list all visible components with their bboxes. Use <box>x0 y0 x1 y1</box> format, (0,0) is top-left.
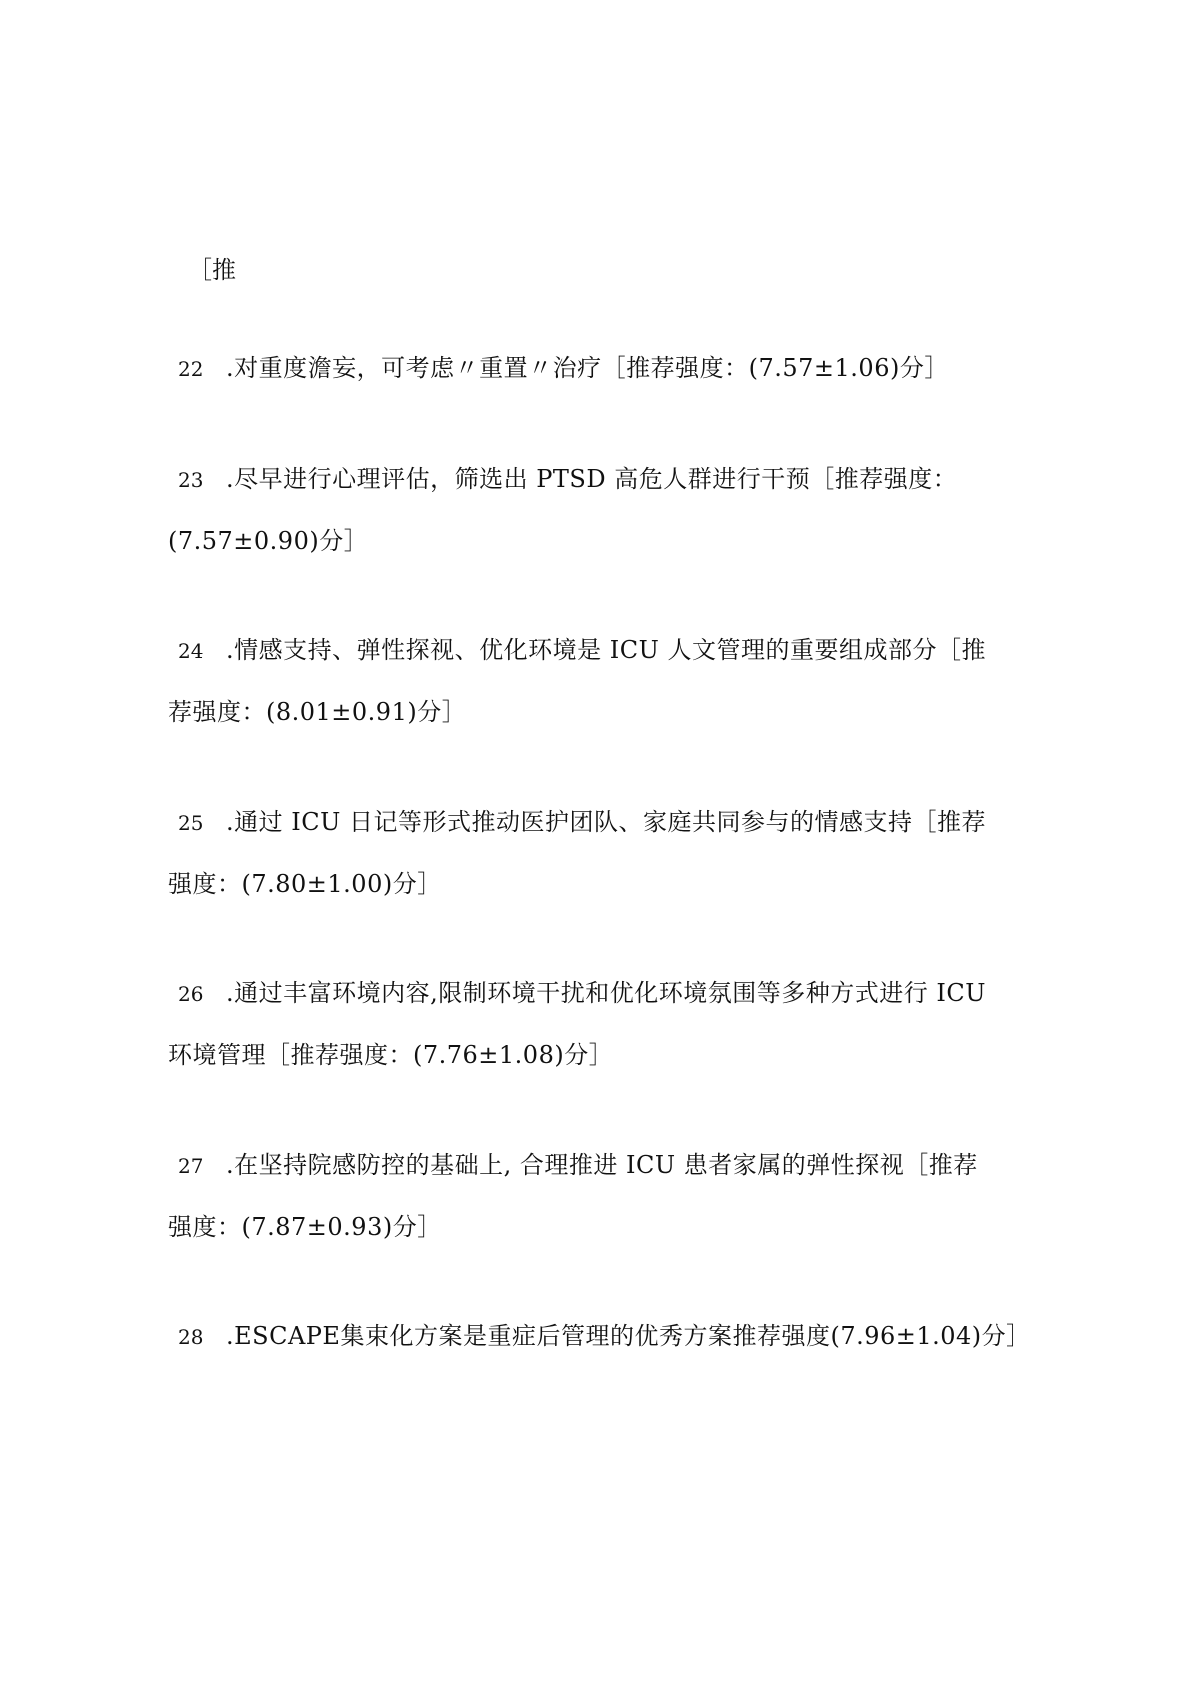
item-number: 28 <box>178 1325 204 1349</box>
item-line <box>178 806 1028 846</box>
item-number: 27 <box>178 1154 204 1178</box>
item-line-continued <box>168 696 1028 736</box>
item-text-continued: 强度：(7.80±1.00)分］ <box>168 870 442 898</box>
list-item-25 <box>168 806 1028 908</box>
list-item-26 <box>168 977 1028 1079</box>
item-number: 22 <box>178 357 204 381</box>
item-number: 24 <box>178 639 204 663</box>
item-line <box>178 977 1028 1017</box>
item-text-continued: (7.57±0.90)分］ <box>168 527 369 555</box>
item-text: .通过 ICU 日记等形式推动医护团队、家庭共同参与的情感支持［推荐 <box>226 808 986 836</box>
list-item-23 <box>168 463 1028 565</box>
item-text-continued: 环境管理［推荐强度：(7.76±1.08)分］ <box>168 1041 614 1069</box>
item-line-continued <box>168 868 1028 908</box>
item-number: 23 <box>178 468 204 492</box>
item-text-continued: 强度：(7.87±0.93)分］ <box>168 1213 442 1241</box>
item-text: .通过丰富环境内容,限制环境干扰和优化环境氛围等多种方式进行 ICU <box>226 979 986 1007</box>
item-text: .情感支持、弹性探视、优化环境是 ICU 人文管理的重要组成部分［推 <box>226 636 986 664</box>
list-item-22 <box>178 352 1028 392</box>
item-line <box>178 1149 1028 1189</box>
item-number: 26 <box>178 982 204 1006</box>
item-line <box>178 1320 1031 1360</box>
item-text: .对重度澹妄，可考虑〃重置〃治疗［推荐强度：(7.57±1.06)分］ <box>226 354 949 382</box>
list-item-24 <box>168 634 1028 736</box>
item-text: .在坚持院感防控的基础上, 合理推进 ICU 患者家属的弹性探视［推荐 <box>226 1151 978 1179</box>
text-fragment: ［推 <box>188 256 236 284</box>
item-text-continued: 荐强度：(8.01±0.91)分］ <box>168 698 467 726</box>
item-line <box>178 352 1028 392</box>
item-number: 25 <box>178 811 204 835</box>
item-text: .ESCAPE集束化方案是重症后管理的优秀方案推荐强度(7.96±1.04)分］ <box>226 1322 1031 1350</box>
list-item-27 <box>168 1149 1028 1251</box>
item-line <box>178 463 1028 503</box>
item-text: .尽早进行心理评估，筛选出 PTSD 高危人群进行干预［推荐强度： <box>226 465 958 493</box>
item-line-continued <box>168 1039 1028 1079</box>
list-item-28 <box>178 1320 1031 1360</box>
item-line <box>178 634 1028 674</box>
item-line-continued <box>168 525 1028 565</box>
item-line-continued <box>168 1211 1028 1251</box>
